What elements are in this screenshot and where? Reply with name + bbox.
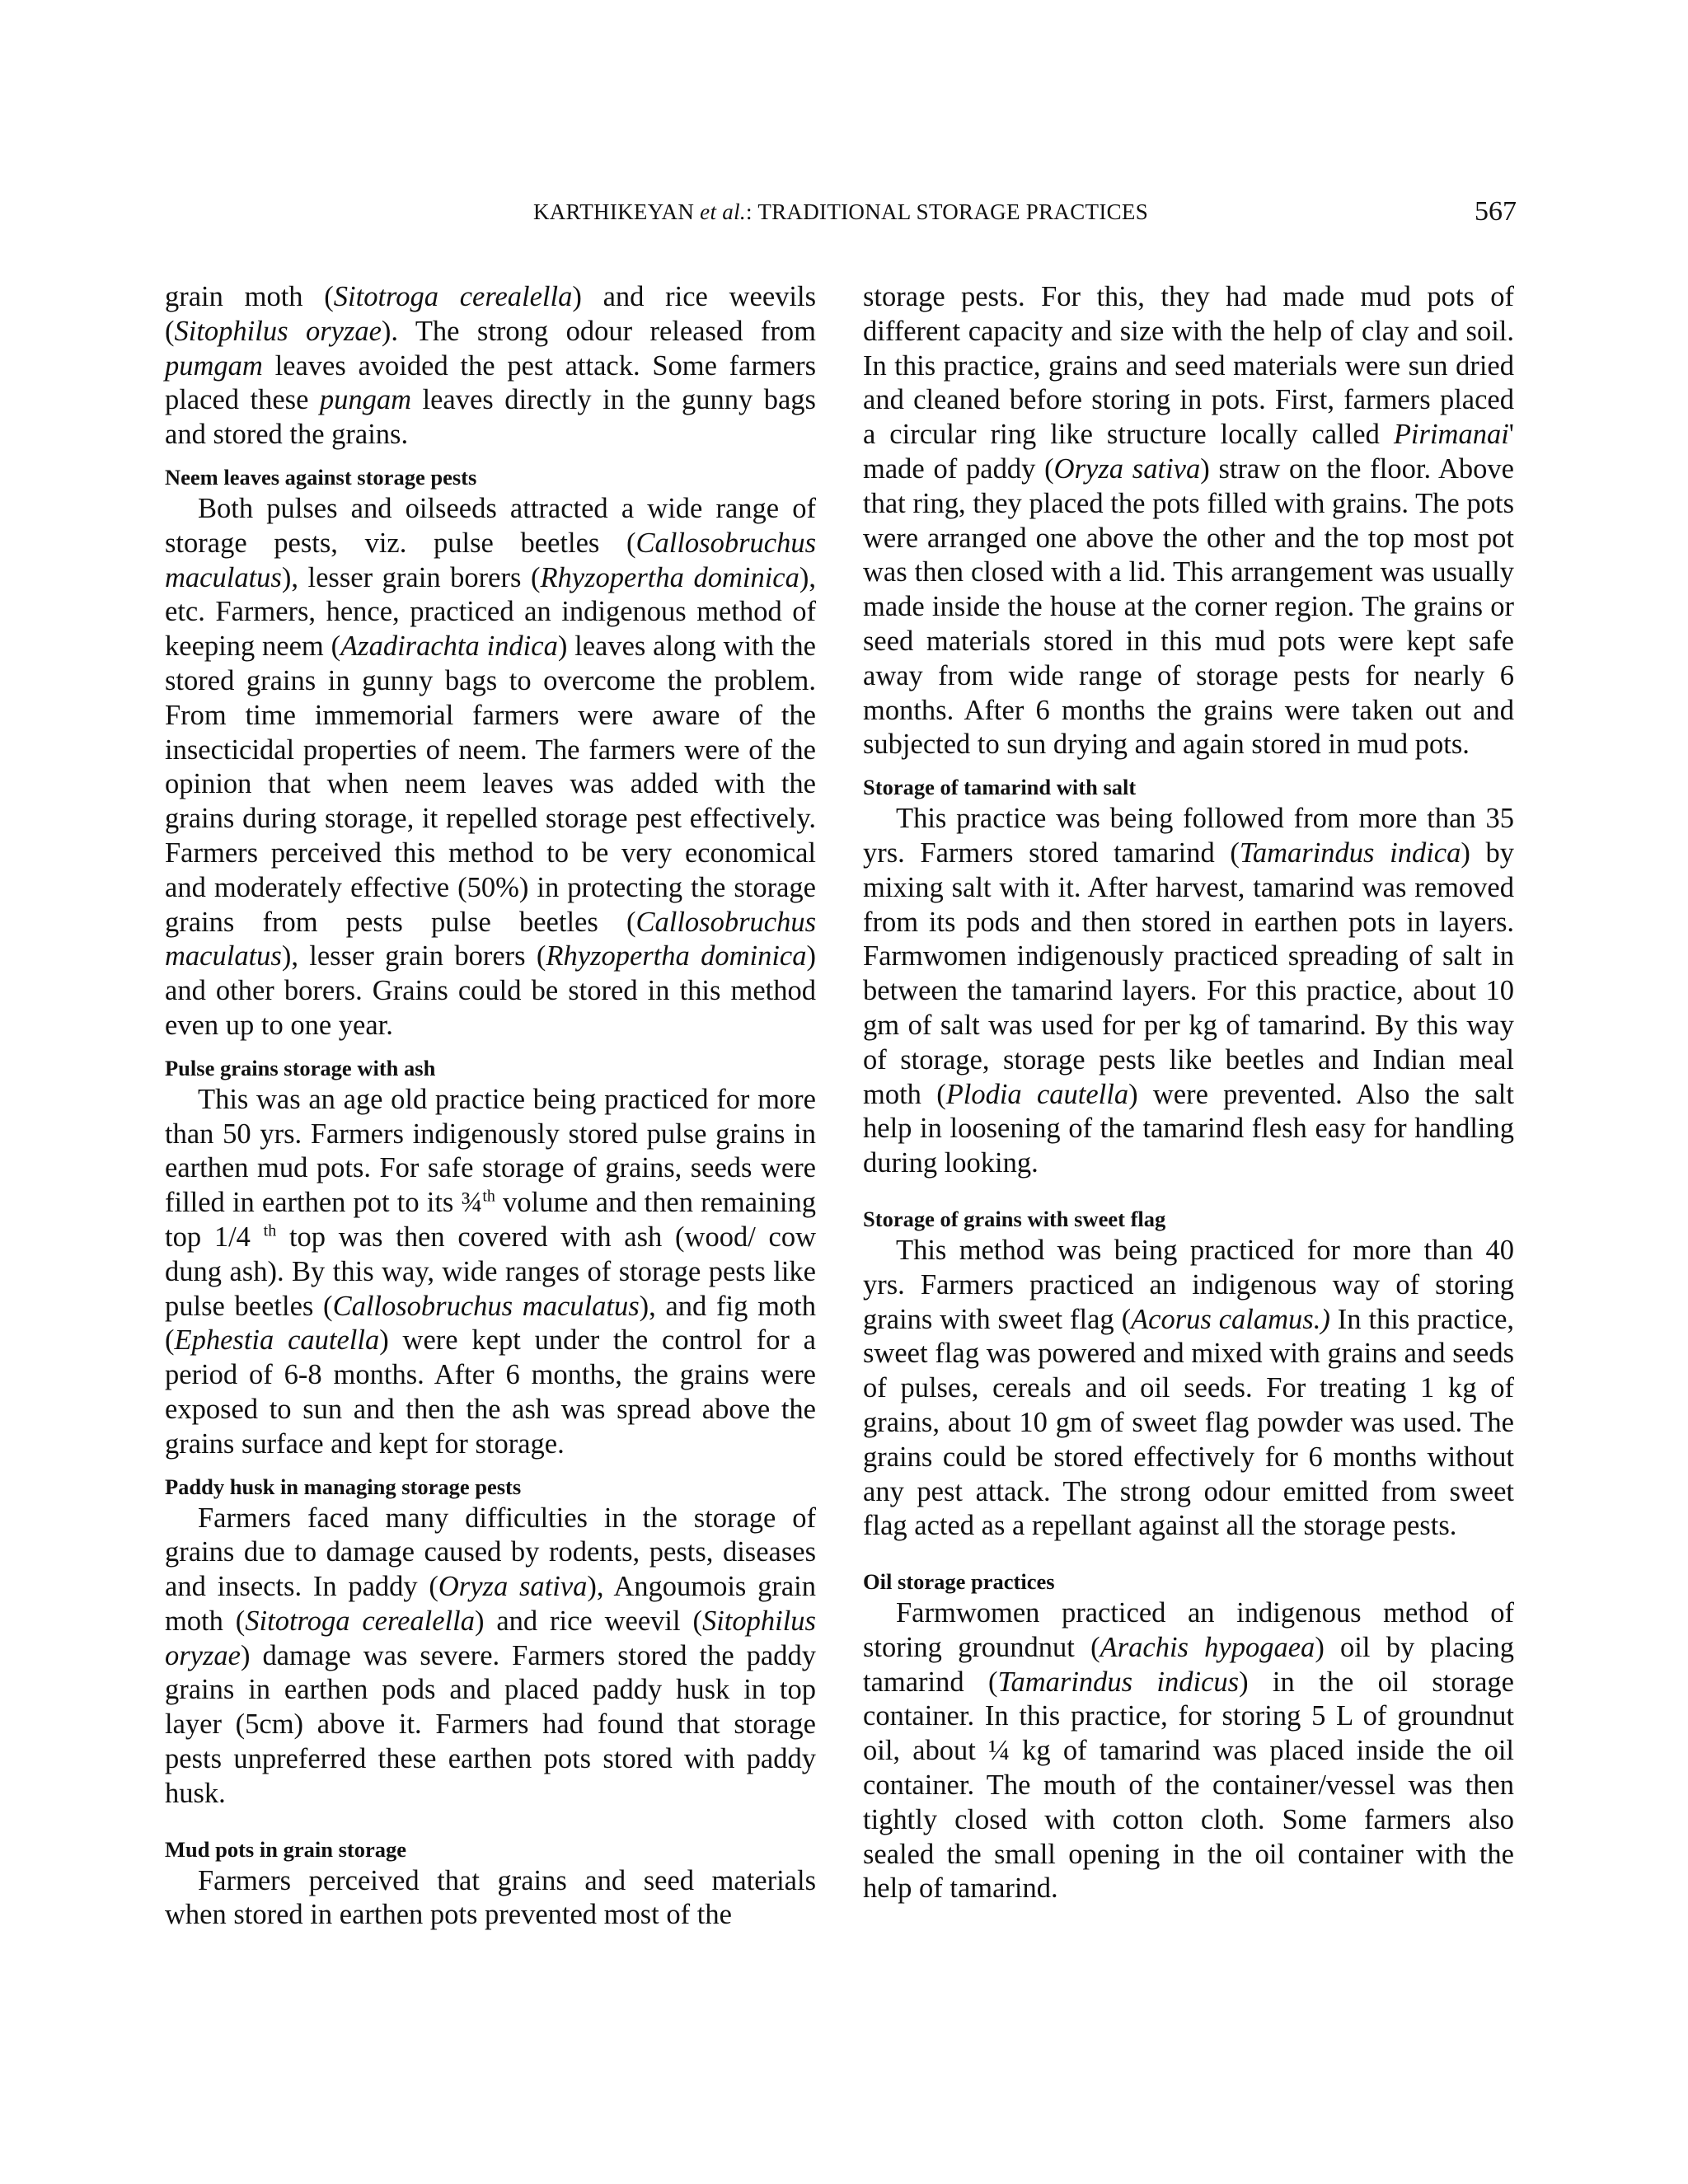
running-title-authors: KARTHIKEYAN — [532, 199, 701, 224]
paragraph-sweet-flag: This method was being practiced for more than 40 yrs. Farmers practiced an indigenous way of storing grains with sweet flag (Acorus calamus.) In this practice, sweet flag was powered and mixed with grains and seeds of pulses, cereals and oil seeds. For treating 1 kg of grains, about 10 gm of sweet flag powder was used. The grains could be stored effectively for 6 months without any pest attack. The strong odour emitted from sweet flag acted as a repellant against all the storage pests. — [863, 1234, 1515, 1542]
running-title-etal: et al. — [700, 199, 746, 224]
running-head — [165, 196, 1517, 229]
heading-mud-pots: Mud pots in grain storage — [165, 1836, 406, 1862]
paragraph-mud-pots-continued: storage pests. For this, they had made mud pots of different capacity and size with the help of clay and soil. In this practice, grains and seed materials were sun dried and cleaned before storing in pots. First, farmers placed a circular ring like structure locally called Pirimanai' made of paddy (Oryza sativa) straw on the floor. Above that ring, they placed the pots filled with grains. The pots were arranged one above the other and the top most pot was then closed with a lid. This arrangement was usually made inside the house at the corner region. The grains or seed materials stored in this mud pots were kept safe away from wide range of storage pests for nearly 6 months. After 6 months the grains were taken out and subjected to sun drying and again stored in mud pots. — [863, 281, 1514, 761]
left-column — [165, 280, 816, 1933]
running-title-topic: : TRADITIONAL STORAGE PRACTICES — [745, 199, 1149, 224]
paragraph-grain-moth: grain moth (Sitotroga cerealella) and rice weevils (Sitophilus oryzae). The strong odour released from pumgam leaves avoided the pest attack. Some farmers placed these pungam leaves directly in the gunny bags and stored the grains. — [165, 281, 816, 451]
heading-tamarind-salt: Storage of tamarind with salt — [863, 775, 1137, 800]
paragraph-mud-pots: Farmers perceived that grains and seed materials when stored in earthen pots prevented most of the — [165, 1864, 816, 1931]
page-number: 567 — [1475, 196, 1517, 227]
heading-paddy-husk: Paddy husk in managing storage pests — [165, 1474, 522, 1499]
paragraph-oil-storage: Farmwomen practiced an indigenous method of storing groundnut (Arachis hypogaea) oil by placing tamarind (Tamarindus indicus) in the oil storage container. In this practice, for storing 5 L of groundnut oil, about ¼ kg of tamarind was placed inside the oil container. The mouth of the container/vessel was then tightly closed with cotton cloth. Some farmers also sealed the small opening in the oil container with the help of tamarind. — [863, 1597, 1514, 1905]
paragraph-paddy-husk: Farmers faced many difficulties in the storage of grains due to damage caused by rodents, pests, diseases and insects. In paddy (Oryza sativa), Angoumois grain moth (Sitotroga cerealella) and rice weevil (Sitophilus oryzae) damage was severe. Farmers stored the paddy grains in earthen pods and placed paddy husk in top layer (5cm) above it. Farmers had found that storage pests unpreferred these earthen pots stored with paddy husk. — [165, 1502, 816, 1809]
heading-pulse-ash: Pulse grains storage with ash — [165, 1055, 436, 1080]
paragraph-tamarind-salt: This practice was being followed from more than 35 yrs. Farmers stored tamarind (Tamarindus indica) by mixing salt with it. After harvest, tamarind was removed from its pods and then stored in earthen pots in layers. Farmwomen indigenously practiced spreading of salt in between the tamarind layers. For this practice, about 10 gm of salt was used for per kg of tamarind. By this way of storage, storage pests like beetles and Indian meal moth (Plodia cautella) were prevented. Also the salt help in loosening of the tamarind flesh easy for handling during looking. — [863, 803, 1515, 1179]
right-column — [863, 280, 1514, 1906]
running-title — [165, 199, 1517, 225]
heading-sweet-flag: Storage of grains with sweet flag — [863, 1206, 1166, 1231]
heading-neem-leaves: Neem leaves against storage pests — [165, 464, 477, 490]
heading-oil-storage: Oil storage practices — [863, 1569, 1055, 1595]
paragraph-pulse-ash: This was an age old practice being practiced for more than 50 yrs. Farmers indigenously stored pulse grains in earthen mud pots. For safe storage of grains, seeds were filled in earthen pot to its ¾$^{th}$ volume and then remaining top 1/4 $^{th}$ top was then covered with ash (wood/ cow dung ash). By this way, wide ranges of storage pests like pulse beetles (Callosobruchus maculatus), and fig moth (Ephestia cautella) were kept under the control for a period of 6-8 months. After 6 months, the grains were exposed to sun and then the ash was spread above the grains surface and kept for storage. — [165, 1083, 816, 1460]
paragraph-neem-leaves: Both pulses and oilseeds attracted a wide range of storage pests, viz. pulse beetles (Callosobruchus maculatus), lesser grain borers (Rhyzopertha dominica), etc. Farmers, hence, practiced an indigenous method of keeping neem (Azadirachta indica) leaves along with the stored grains in gunny bags to overcome the problem. From time immemorial farmers were aware of the insecticidal properties of neem. The farmers were of the opinion that when neem leaves was added with the grains during storage, it repelled storage pest effectively. Farmers perceived this method to be very economical and moderately effective (50%) in protecting the storage grains from pests pulse beetles (Callosobruchus maculatus), lesser grain borers (Rhyzopertha dominica) and other borers. Grains could be stored in this method even up to one year. — [165, 492, 816, 1041]
